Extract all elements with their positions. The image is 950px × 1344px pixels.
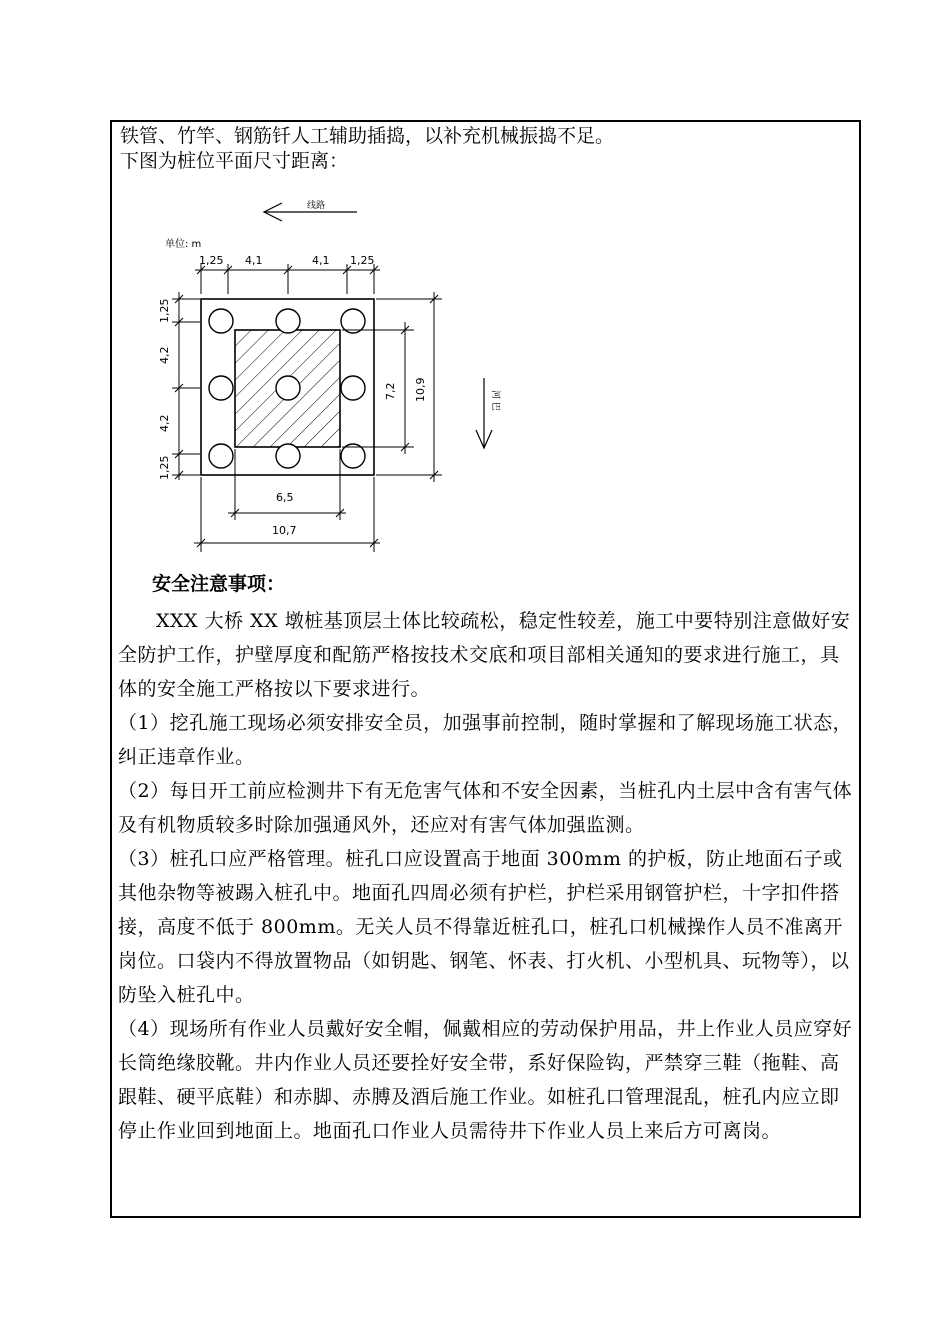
- outer-width-dimension: [194, 477, 380, 552]
- pile-circle: [276, 376, 300, 400]
- outer-width-label: 10,7: [272, 524, 297, 537]
- inner-width-label: 6,5: [276, 491, 294, 504]
- intro-line-2: 下图为桩位平面尺寸距离：: [120, 150, 349, 172]
- top-dimension-line: [195, 264, 380, 294]
- safety-paragraph-intro: XXX 大桥 XX 墩桩基顶层土体比较疏松，稳定性较差，施工中要特别注意做好安全防护工作，护壁厚度和配筋严格按技术交底和项目部相关通知的要求进行施工，具体的安全施工严格按以下要求进行。: [118, 610, 851, 700]
- left-dimension-line: [172, 292, 200, 480]
- safety-heading: 安全注意事项：: [152, 573, 286, 595]
- top-dim-1: 1,25: [199, 254, 224, 267]
- outer-height-label: 10,9: [414, 377, 427, 402]
- river-label: 河 巴: [490, 390, 500, 411]
- pile-circle: [341, 444, 365, 468]
- top-dim-2: 4,1: [245, 254, 263, 267]
- left-dim-4: 1,25: [158, 455, 171, 480]
- pile-circles: [209, 309, 365, 468]
- safety-item-4: （4）现场所有作业人员戴好安全帽，佩戴相应的劳动保护用品，井上作业人员应穿好长筒绝缘胶靴。井内作业人员还要拴好安全带，系好保险钩，严禁穿三鞋（拖鞋、高跟鞋、硬平底鞋）和赤脚、赤膊及酒后施工作业。如桩孔口管理混乱，桩孔内应立即停止作业回到地面上。地面孔口作业人员需待井下作业人员上来后方可离岗。: [118, 1018, 853, 1142]
- pile-circle: [341, 376, 365, 400]
- pile-circle: [341, 309, 365, 333]
- pile-circle: [209, 376, 233, 400]
- pile-circle: [209, 444, 233, 468]
- left-dim-1: 1,25: [158, 298, 171, 323]
- unit-label: 单位: m: [165, 239, 202, 250]
- left-dim-2: 4,2: [158, 346, 171, 364]
- safety-item-3: （3）桩孔口应严格管理。桩孔口应设置高于地面 300mm 的护板，防止地面石子或其他杂物等被踢入桩孔中。地面孔四周必须有护栏，护栏采用钢管护栏，十字扣件搭接，高度不低于 800mm。无关人员不得靠近桩孔口，桩孔口机械操作人员不准离开岗位。口袋内不得放置物品（如钥匙、钢笔、怀表、打火机、小型机具、玩物等），以防坠入桩孔中。: [118, 848, 850, 1006]
- left-dim-3: 4,2: [158, 414, 171, 432]
- pile-circle: [276, 309, 300, 333]
- document-frame: [110, 120, 861, 1218]
- inner-height-label: 7,2: [384, 382, 397, 400]
- top-dim-3: 4,1: [312, 254, 330, 267]
- pile-layout-diagram: [112, 122, 532, 542]
- pile-circle: [209, 309, 233, 333]
- river-arrow: [476, 378, 492, 448]
- route-label: 线路: [307, 201, 326, 211]
- top-dim-4: 1,25: [350, 254, 375, 267]
- safety-item-2: （2）每日开工前应检测井下有无危害气体和不安全因素，当桩孔内土层中含有害气体及有机物质较多时除加强通风外，还应对有害气体加强监测。: [118, 780, 853, 836]
- safety-item-1: （1）挖孔施工现场必须安排安全员，加强事前控制，随时掌握和了解现场施工状态，纠正违章作业。: [118, 712, 853, 768]
- intro-line-1: 铁管、竹竿、钢筋钎人工辅助插捣，以补充机械振捣不足。: [120, 125, 615, 147]
- pile-circle: [276, 444, 300, 468]
